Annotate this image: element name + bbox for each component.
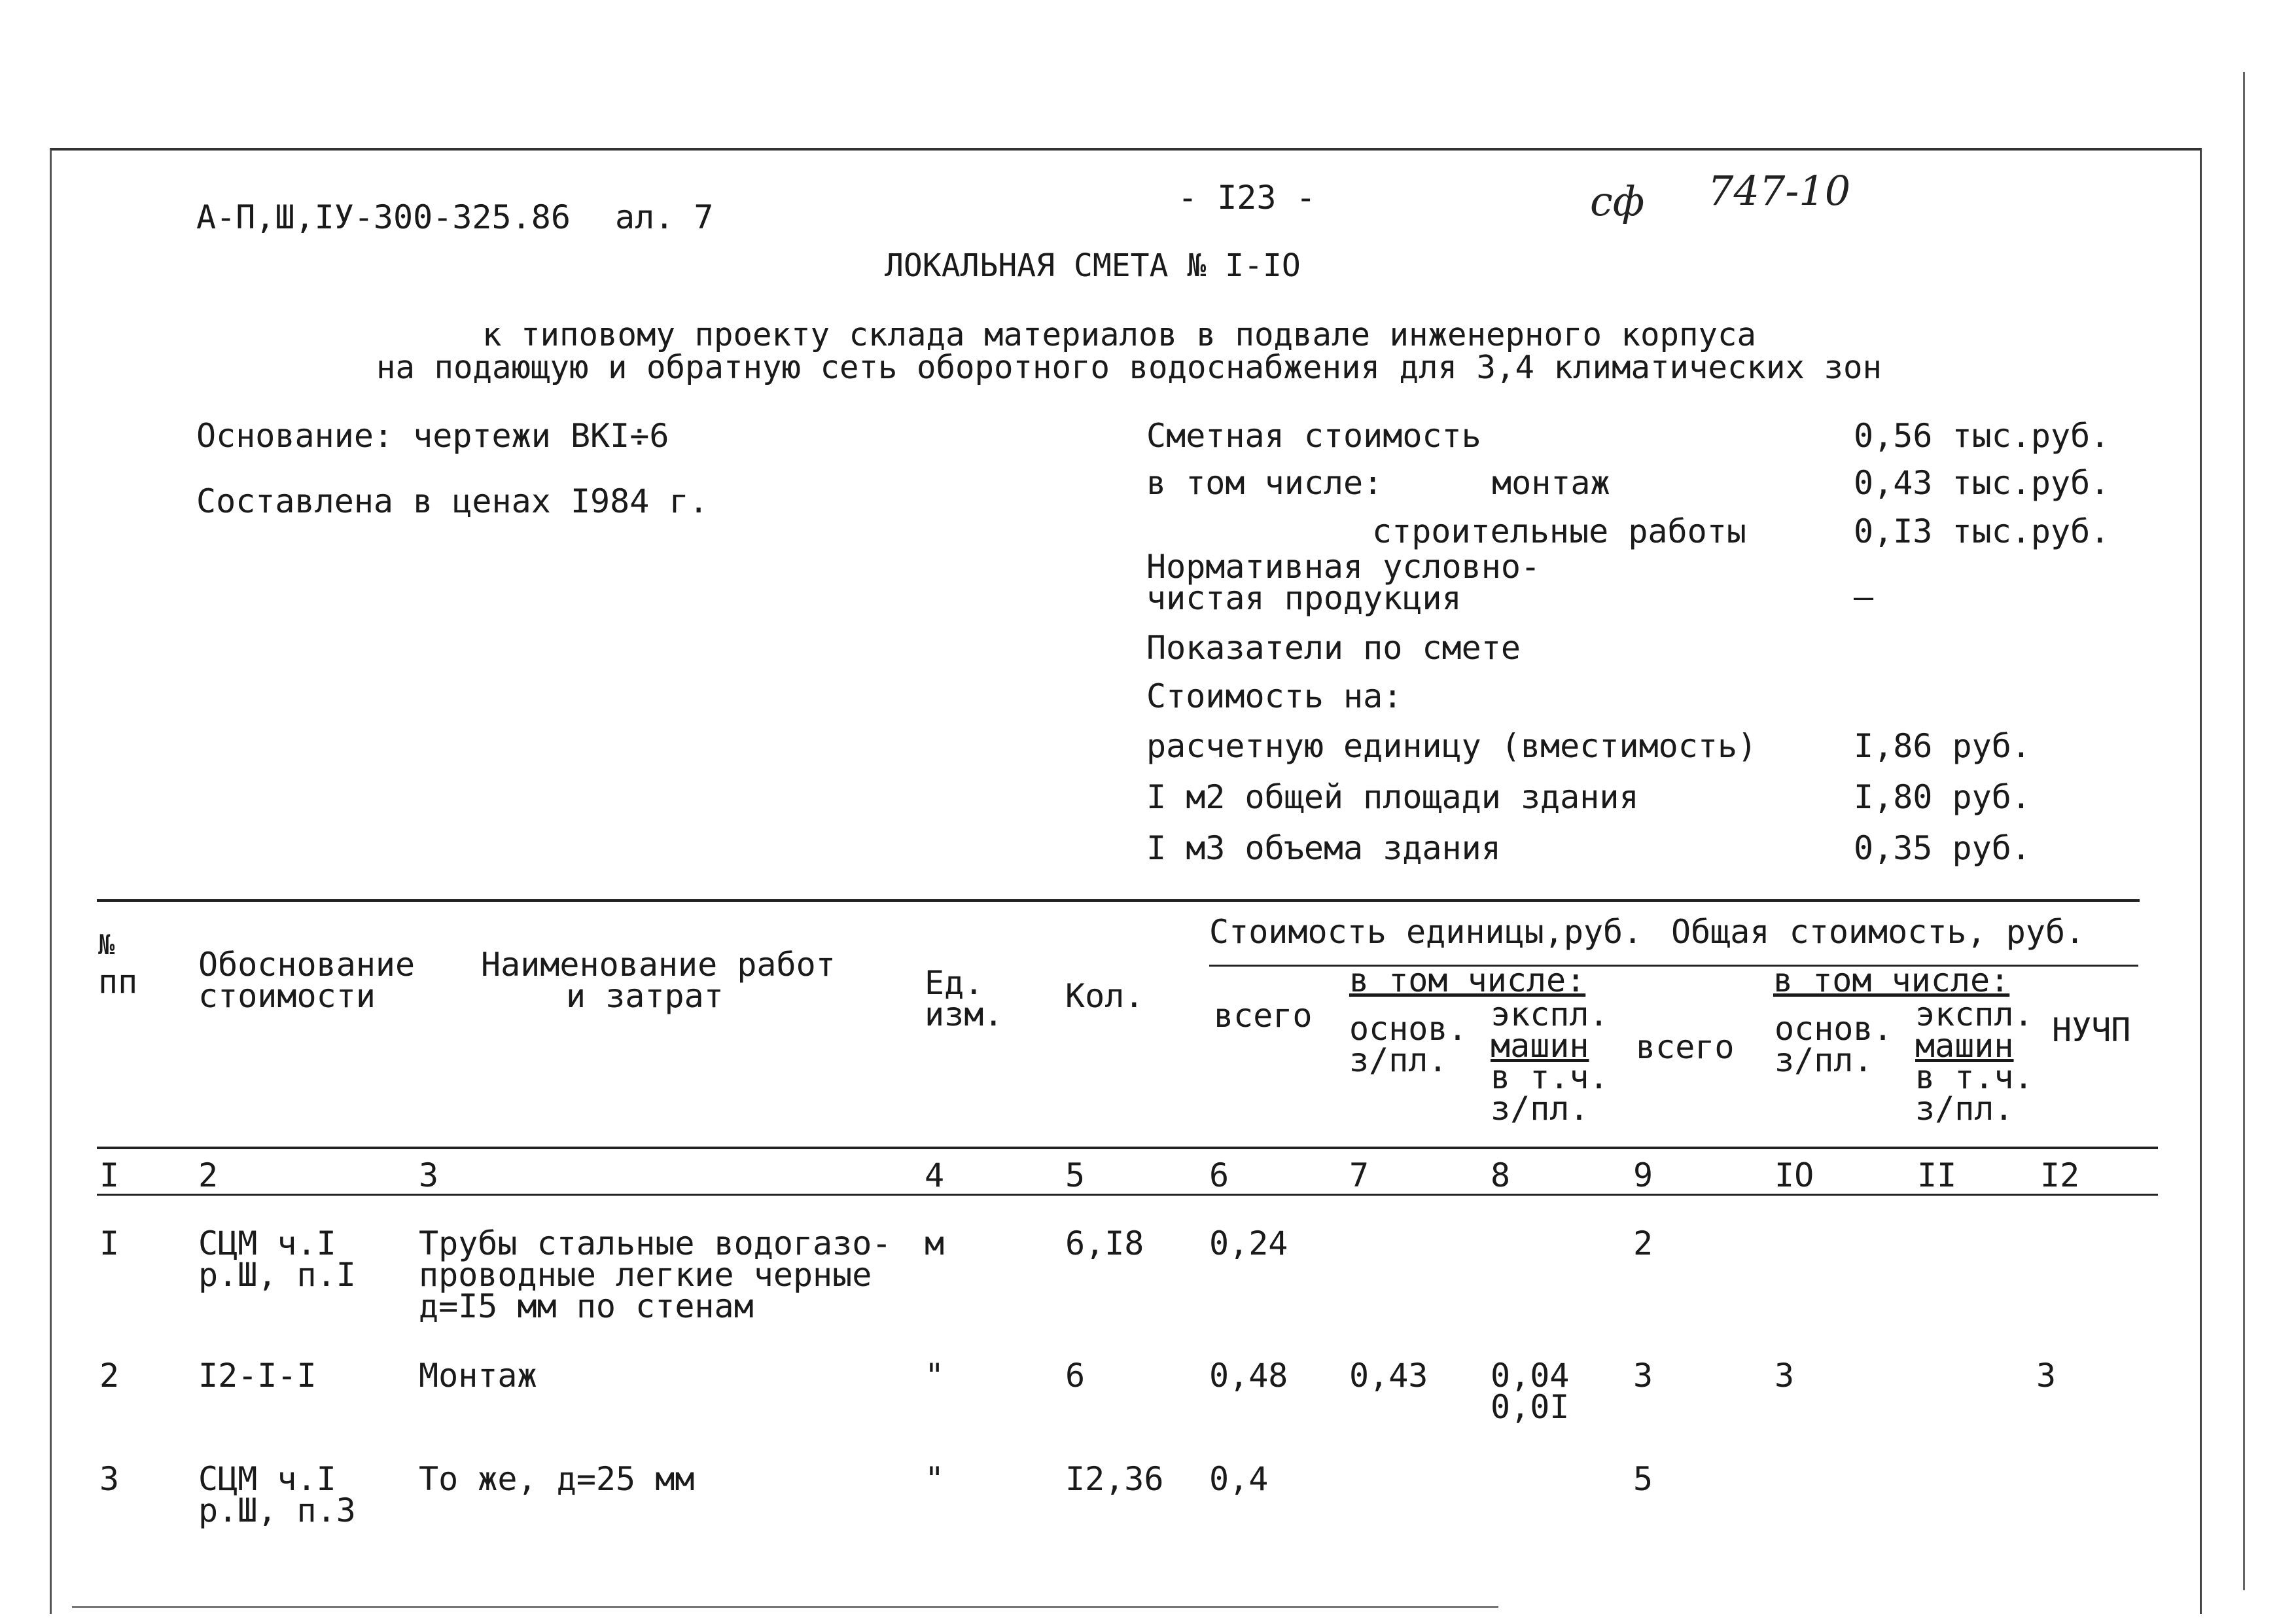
header-total-mach-4: з/пл.	[1915, 1090, 2014, 1128]
colnum-11: II	[1917, 1156, 1957, 1194]
header-incl-total: в том числе:	[1773, 961, 2010, 999]
row3-name-1: То же, д=25 мм	[419, 1460, 695, 1498]
colnum-5: 5	[1065, 1156, 1086, 1194]
header-unit-1: Ед.	[925, 964, 984, 1002]
page-number: - I23 -	[1178, 179, 1316, 217]
header-unit-cost-group: Стоимость единицы,руб.	[1209, 913, 1643, 951]
row3-unit: "	[925, 1460, 945, 1498]
row2-unit: "	[925, 1357, 945, 1395]
header-unit-mach-2: машин	[1491, 1027, 1589, 1065]
volume-cost-value: 0,35 руб.	[1854, 829, 2031, 867]
table-top-rule	[97, 899, 2140, 902]
header-total-osnov-2: з/пл.	[1775, 1041, 1873, 1079]
header-total-mach-2: машин	[1915, 1027, 2014, 1065]
album-number: ал. 7	[615, 198, 714, 236]
margin-line	[2243, 72, 2245, 1590]
colnum-rule	[97, 1194, 2158, 1196]
doc-code: А-П,Ш,IУ-300-325.86	[196, 198, 571, 236]
table-header-rule	[97, 1147, 2158, 1149]
row1-qty: 6,I8	[1065, 1224, 1144, 1262]
row3-total: 5	[1633, 1460, 1653, 1498]
row2-total-osnov: 3	[1775, 1357, 1795, 1395]
header-nuchp: НУЧП	[2052, 1011, 2131, 1049]
row3-unit-total: 0,4	[1209, 1460, 1269, 1498]
estimated-cost-label: Сметная стоимость	[1146, 417, 1481, 455]
header-basis-2: стоимости	[198, 977, 376, 1015]
colnum-4: 4	[925, 1156, 945, 1194]
handwritten-note: сф	[1590, 177, 1645, 225]
document-title: ЛОКАЛЬНАЯ СМЕТА № I-IO	[885, 247, 1301, 284]
indicators-label: Показатели по смете	[1146, 629, 1521, 667]
row2-unit-mach-zp: 0,0I	[1491, 1388, 1570, 1426]
including-label: в том числе:	[1146, 464, 1383, 502]
row3-basis-1: СЦМ ч.I	[198, 1460, 336, 1498]
unit-cost-label: расчетную единицу (вместимость)	[1146, 727, 1757, 765]
row1-basis-2: р.Ш, п.I	[198, 1256, 356, 1294]
montazh-value: 0,43 тыс.руб.	[1854, 464, 2110, 502]
row2-unit-mach: 0,04	[1491, 1357, 1570, 1395]
header-name-1: Наименование работ	[481, 946, 836, 984]
colnum-8: 8	[1491, 1156, 1511, 1194]
colnum-10: IO	[1775, 1156, 1814, 1194]
row1-name-3: д=I5 мм по стенам	[419, 1287, 754, 1325]
area-cost-value: I,80 руб.	[1854, 778, 2031, 816]
header-incl-unit: в том числе:	[1349, 961, 1586, 999]
area-cost-label: I м2 общей площади здания	[1146, 778, 1639, 816]
row1-name-1: Трубы стальные водогазо-	[419, 1224, 892, 1262]
row2-nuchp: 3	[2036, 1357, 2057, 1395]
header-unit-mach-1: экспл.	[1491, 995, 1609, 1033]
row1-num: I	[99, 1224, 120, 1262]
header-basis-1: Обоснование	[198, 946, 415, 984]
basis-drawings: Основание: чертежи BKI÷6	[196, 417, 669, 455]
unit-cost-value: I,86 руб.	[1854, 727, 2031, 765]
row1-name-2: проводные легкие черные	[419, 1256, 872, 1294]
row1-total: 2	[1633, 1224, 1653, 1262]
header-grand-total: всего	[1636, 1028, 1735, 1066]
estimated-cost-value: 0,56 тыс.руб.	[1854, 417, 2110, 455]
row2-qty: 6	[1065, 1357, 1086, 1395]
row3-qty: I2,36	[1065, 1460, 1164, 1498]
montazh-label: монтаж	[1492, 464, 1610, 502]
header-unit-2: изм.	[925, 995, 1004, 1033]
prices-year: Составлена в ценах I984 г.	[196, 482, 709, 520]
header-unit-osnov-1: основ.	[1349, 1010, 1468, 1048]
colnum-12: I2	[2040, 1156, 2080, 1194]
header-total-osnov-1: основ.	[1775, 1010, 1893, 1048]
row3-num: 3	[99, 1460, 120, 1498]
row1-unit-total: 0,24	[1209, 1224, 1288, 1262]
row1-basis-1: СЦМ ч.I	[198, 1224, 336, 1262]
colnum-3: 3	[419, 1156, 439, 1194]
header-unit-osnov-2: з/пл.	[1349, 1041, 1448, 1079]
colnum-9: 9	[1633, 1156, 1653, 1194]
normative-label-1: Нормативная условно-	[1146, 548, 1541, 586]
header-unit-mach-3: в т.ч.	[1491, 1058, 1609, 1096]
volume-cost-label: I м3 объема здания	[1146, 829, 1501, 867]
row2-total: 3	[1633, 1357, 1653, 1395]
normative-value: –	[1854, 578, 1874, 616]
header-total-mach-1: экспл.	[1915, 995, 2034, 1033]
subtitle-line-2: на подающую и обратную сеть оборотного водоснабжения для 3,4 климатических зон	[376, 349, 1882, 386]
header-num-1: №	[98, 929, 115, 961]
header-unit-mach-4: з/пл.	[1491, 1090, 1589, 1128]
colnum-6: 6	[1209, 1156, 1229, 1194]
colnum-1: I	[99, 1156, 120, 1194]
row2-unit-osnov: 0,43	[1349, 1357, 1428, 1395]
header-name-2: и затрат	[566, 977, 724, 1015]
header-total-mach-3: в т.ч.	[1915, 1058, 2034, 1096]
cost-on-label: Стоимость на:	[1146, 677, 1403, 715]
frame-bottom-line	[72, 1606, 1498, 1608]
header-unit-total: всего	[1214, 997, 1313, 1035]
colnum-7: 7	[1349, 1156, 1369, 1194]
handwritten-number: 747-10	[1708, 167, 1851, 215]
row2-unit-total: 0,48	[1209, 1357, 1288, 1395]
colnum-2: 2	[198, 1156, 219, 1194]
row1-unit: м	[925, 1224, 945, 1262]
header-total-cost-group: Общая стоимость, руб.	[1671, 913, 2085, 951]
header-qty: Кол.	[1065, 977, 1144, 1015]
construction-value: 0,I3 тыс.руб.	[1854, 512, 2110, 550]
row2-num: 2	[99, 1357, 120, 1395]
subtitle-line-1: к типовому проекту склада материалов в подвале инженерного корпуса	[482, 316, 1757, 353]
normative-label-2: чистая продукция	[1146, 579, 1462, 617]
row3-basis-2: р.Ш, п.3	[198, 1491, 356, 1529]
row2-basis-1: I2-I-I	[198, 1357, 317, 1395]
row2-name-1: Монтаж	[419, 1357, 537, 1395]
construction-label: строительные работы	[1372, 512, 1746, 550]
header-num-2: пп	[98, 963, 138, 1001]
